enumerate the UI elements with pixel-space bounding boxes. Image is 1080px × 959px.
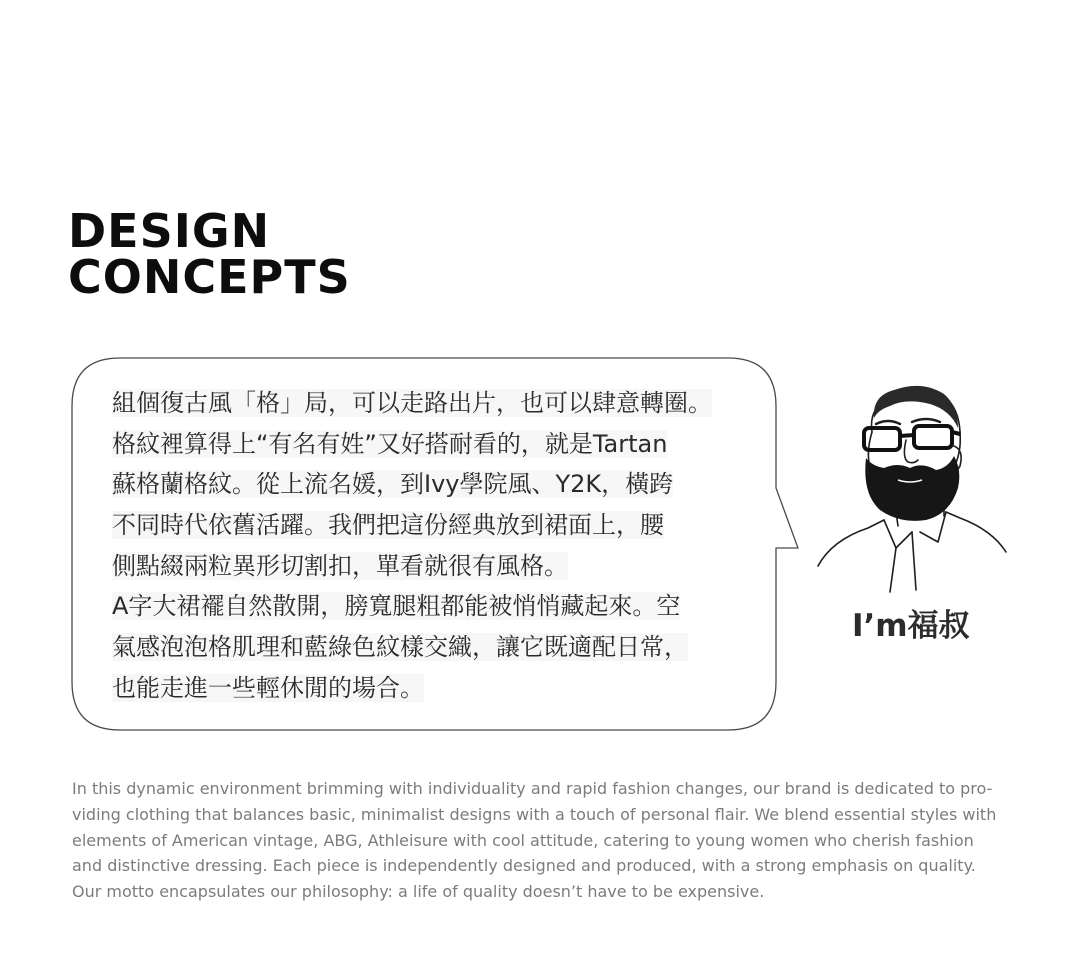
paragraph-line: In this dynamic environment brimming with individuality and rapid fashion changes, our brand is dedicated to pro- (72, 779, 993, 798)
bubble-line: 組個復古風「格」局，可以走路出片，也可以肆意轉圈。 (112, 389, 712, 417)
heading-line-2: CONCEPTS (68, 250, 351, 304)
brand-description-paragraph (72, 776, 1012, 905)
glasses-icon (864, 426, 960, 450)
paragraph-line: and distinctive dressing. Each piece is independently designed and produced, with a strong emphasis on quality. (72, 856, 976, 876)
bubble-line: 也能走進一些輕休閒的場合。 (112, 673, 424, 702)
avatar-name-caption: I’m福叔 (852, 608, 970, 644)
bubble-line: 不同時代依舊活躍。我們把這份經典放到裙面上，腰 (112, 511, 664, 540)
bubble-line: A字大裙襬自然散開，膀寬腿粗都能被悄悄藏起來。空 (112, 592, 681, 621)
paragraph-line: Our motto encapsulates our philosophy: a life of quality doesn’t have to be expensive. (72, 882, 765, 902)
bubble-line: 氣感泡泡格肌理和藍綠色紋樣交織，讓它既適配日常， (112, 633, 688, 662)
bubble-line: 格紋裡算得上“有名有姓”又好搭耐看的，就是Tartan (112, 429, 668, 458)
beard-shape (865, 456, 959, 521)
paragraph-line: viding clothing that balances basic, minimalist designs with a touch of personal flair. We blend essential styles with (72, 804, 997, 824)
heading-line-1: DESIGN (68, 204, 271, 258)
speech-bubble-text (112, 383, 772, 709)
bubble-line: 側點綴兩粒異形切割扣，單看就很有風格。 (112, 551, 568, 580)
bubble-line: 蘇格蘭格紋。從上流名媛，到Ivy學院風、Y2K，橫跨 (112, 470, 674, 499)
paragraph-line: elements of American vintage, ABG, Athleisure with cool attitude, catering to young women who cherish fashion (72, 830, 974, 850)
